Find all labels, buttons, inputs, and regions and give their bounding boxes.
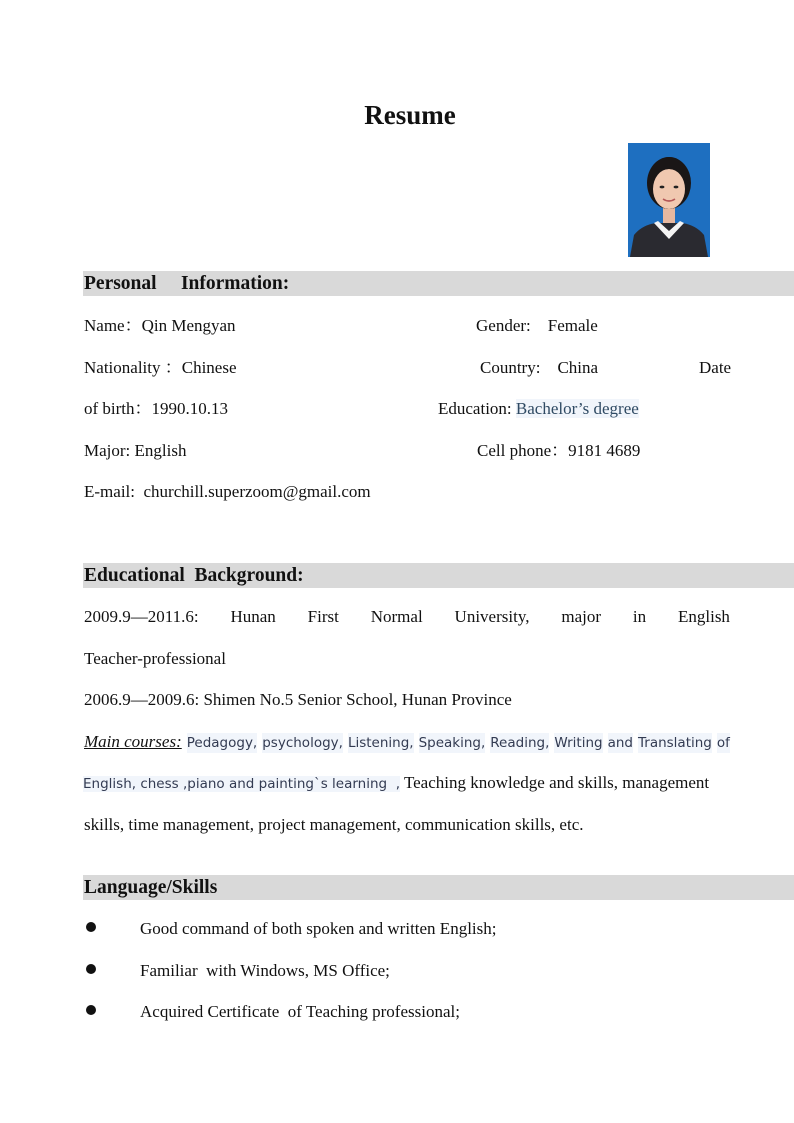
word: 2009.9—2011.6: [84, 607, 199, 626]
section-title: Language/Skills [84, 877, 218, 898]
education-line-1-continued: Teacher-professional [84, 649, 226, 668]
courses-line-2-rest: Teaching knowledge and skills, management [400, 773, 710, 792]
gender-field [476, 316, 598, 336]
name-field [84, 316, 236, 336]
page-title: Resume [364, 100, 456, 130]
education-label: Education: [438, 399, 512, 418]
country-label: Country: [480, 358, 541, 377]
phone-value: 9181 4689 [568, 441, 641, 460]
name-value: Qin Mengyan [141, 316, 236, 335]
education-line-2: 2006.9—2009.6: Shimen No.5 Senior School, Hunan Province [84, 690, 512, 709]
word: University, [454, 607, 530, 626]
courses-line-1 [84, 732, 730, 753]
bullet-icon [86, 922, 96, 932]
courses-label: Main courses: [84, 732, 182, 751]
word: English [677, 607, 730, 626]
word: major [561, 607, 601, 626]
courses-line-3: skills, time management, project management, communication skills, etc. [84, 815, 584, 834]
dob-field [84, 399, 228, 419]
phone-label: Cell phone： [477, 441, 569, 460]
word: Pedagogy, [186, 735, 258, 751]
skill-item: Good command of both spoken and written English; [140, 919, 497, 938]
portrait-photo [628, 143, 710, 257]
bullet-icon [86, 964, 96, 974]
word: Normal [370, 607, 423, 626]
email-value: churchill.superzoom@gmail.com [143, 482, 371, 501]
dob-label: of birth： [84, 399, 152, 418]
education-value: Bachelor’s degree [515, 399, 639, 418]
section-title: Personal Information: [84, 273, 290, 294]
major-value: English [134, 441, 187, 460]
section-header-skills [83, 875, 794, 900]
country-value: China [557, 358, 599, 377]
section-title: Educational Background: [84, 565, 304, 586]
email-label: E-mail: [84, 482, 135, 501]
date-word: Date [699, 358, 732, 377]
education-field [438, 399, 639, 419]
courses-line-2 [83, 773, 709, 794]
section-header-education [83, 563, 794, 588]
nationality-value: Chinese [181, 358, 237, 377]
bullet-icon [86, 1005, 96, 1015]
section-header-personal [83, 271, 794, 296]
skill-item: Acquired Certificate of Teaching professional; [140, 1002, 460, 1021]
word: Writing [554, 735, 603, 751]
major-label: Major: [84, 441, 131, 460]
dob-value: 1990.10.13 [151, 399, 229, 418]
nationality-label: Nationality ： [84, 358, 182, 377]
word: Listening, [347, 735, 414, 751]
country-field [480, 358, 598, 378]
gender-value: Female [547, 316, 598, 335]
word: of [716, 735, 730, 751]
word: Translating [638, 735, 712, 751]
gender-label: Gender: [476, 316, 531, 335]
skill-item: Familiar with Windows, MS Office; [140, 961, 390, 980]
word: and [607, 735, 633, 751]
word: Hunan [230, 607, 276, 626]
word: First [307, 607, 339, 626]
nationality-field [84, 358, 237, 378]
education-line-1 [84, 607, 730, 627]
phone-field [477, 441, 640, 461]
courses-line-2-sans: English, chess ,piano and painting`s learning , [83, 776, 400, 792]
word: psychology, [262, 735, 343, 751]
major-field [84, 441, 186, 461]
name-label: Name： [84, 316, 142, 335]
word: Speaking, [418, 735, 486, 751]
word: in [632, 607, 647, 626]
word: Reading, [490, 735, 550, 751]
email-field [84, 482, 371, 502]
